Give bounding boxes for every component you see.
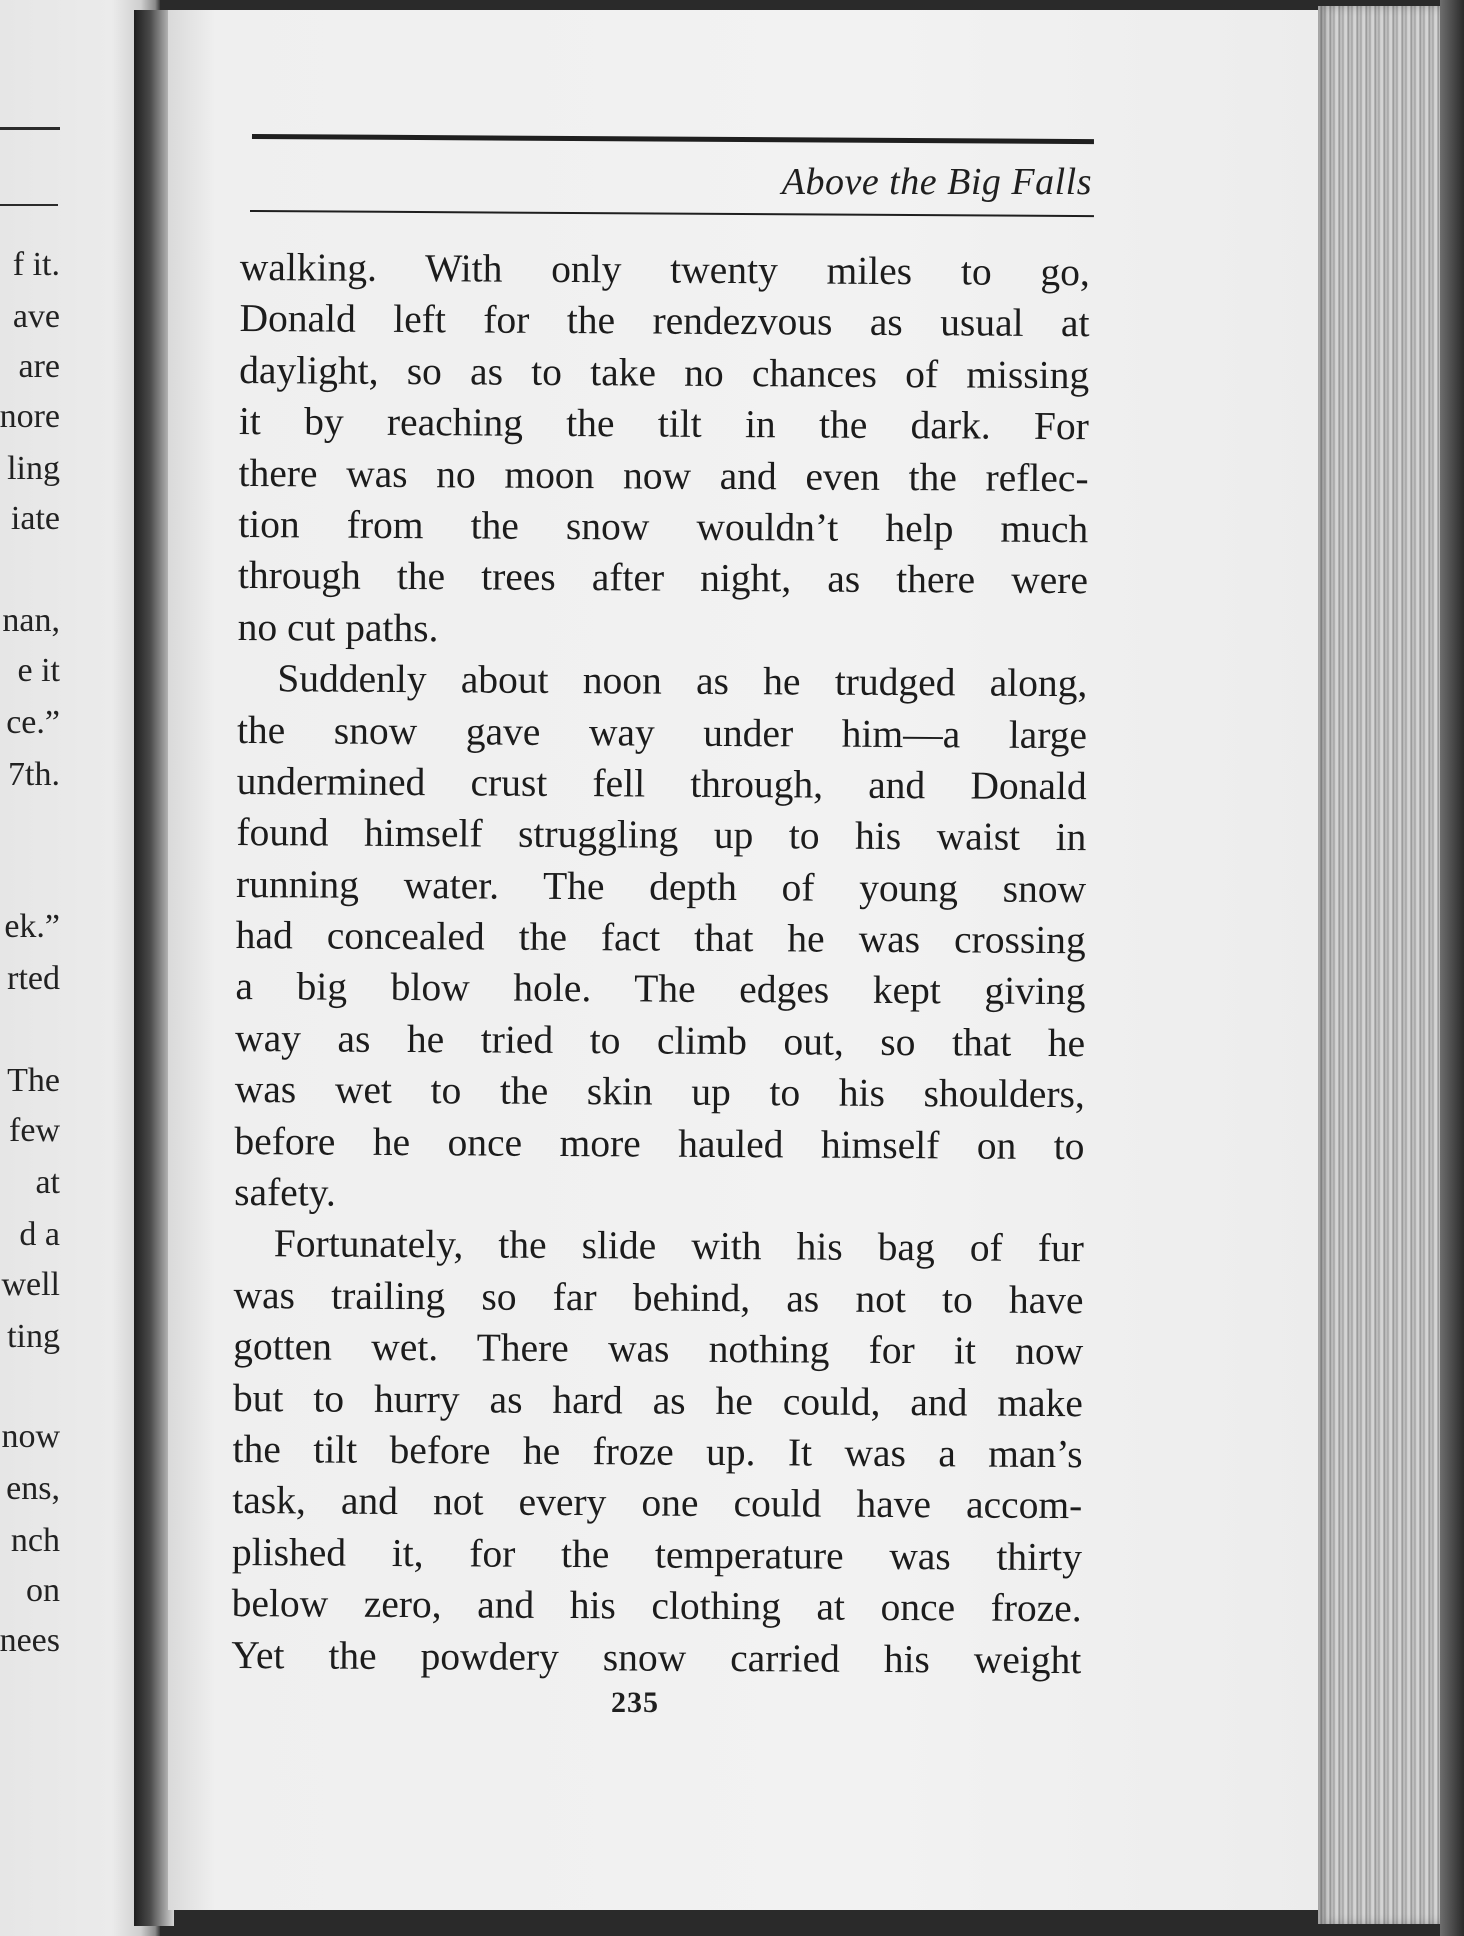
text-line: was trailing so far behind, as not to have <box>233 1272 1084 1322</box>
left-page-fragment: d a <box>19 1216 60 1253</box>
text-line: was wet to the skin up to his shoulders, <box>234 1067 1085 1117</box>
text-line: it by reaching the tilt in the dark. For <box>238 399 1090 449</box>
text-line: below zero, and his clothing at once froze. <box>231 1581 1082 1631</box>
text-line: way as he tried to climb out, so that he <box>235 1015 1086 1066</box>
left-page-fragment: on <box>26 1572 60 1609</box>
left-page-fragment: ek.” <box>4 908 60 945</box>
text-line: Donald left for the rendezvous as usual at <box>239 296 1090 346</box>
text-line: Suddenly about noon as he trudged along, <box>277 656 1088 706</box>
text-line: Yet the powdery snow carried his weight <box>231 1632 1082 1682</box>
text-line: the tilt before he froze up. It was a man’s <box>232 1426 1083 1477</box>
left-page-top-rule <box>0 127 60 130</box>
text-line: safety. <box>234 1170 336 1215</box>
text-line: tion from the snow wouldn’t help much <box>238 501 1089 552</box>
text-line: plished it, for the temperature was thirty <box>231 1529 1083 1579</box>
book-edge-shadow <box>1440 0 1464 1936</box>
text-line: undermined crust fell through, and Donald <box>236 758 1087 809</box>
text-line: there was no moon now and even the reflec- <box>238 450 1089 500</box>
left-page-fragment: ce.” <box>6 704 60 741</box>
left-page-fragment: few <box>9 1112 60 1149</box>
left-page-fragment: nan, <box>2 602 60 639</box>
left-page-fragment: e it <box>17 652 60 689</box>
left-page-fragment: at <box>35 1164 60 1201</box>
running-head: Above the Big Falls <box>781 161 1092 203</box>
left-page-fragment: ave <box>12 298 60 335</box>
left-page-fragment: iate <box>10 500 60 537</box>
text-line: daylight, so as to take no chances of missing <box>239 347 1090 397</box>
text-line: the snow gave way under him—a large <box>236 707 1088 757</box>
text-line: task, and not every one could have accom- <box>232 1478 1083 1528</box>
left-page-fragment: ens, <box>6 1470 60 1507</box>
left-page-fragment: ting <box>7 1318 60 1355</box>
left-page-fragment: nore <box>0 398 60 435</box>
left-page-header-rule <box>0 204 58 206</box>
body-text <box>231 242 1090 1686</box>
left-page-fragment: now <box>1 1418 60 1455</box>
text-line: gotten wet. There was nothing for it now <box>233 1324 1084 1374</box>
text-line: through the trees after night, as there were <box>237 553 1089 603</box>
text-line: had concealed the fact that he was crossing <box>235 913 1086 963</box>
left-page-fragment: ling <box>7 450 60 487</box>
left-page-fragment: The <box>7 1062 60 1099</box>
left-page-fragment: well <box>1 1266 60 1303</box>
text-line: a big blow hole. The edges kept giving <box>235 964 1086 1014</box>
text-line: found himself struggling up to his waist in <box>236 810 1087 860</box>
text-line: walking. With only twenty miles to go, <box>239 244 1090 295</box>
text-line: no cut paths. <box>237 604 439 650</box>
text-line: but to hurry as hard as he could, and make <box>232 1375 1084 1425</box>
left-page-fragment: are <box>18 348 60 385</box>
left-page-fragment: nees <box>0 1622 60 1659</box>
left-page-fragment: 7th. <box>8 756 60 793</box>
page-number: 235 <box>611 1686 659 1719</box>
text-line: running water. The depth of young snow <box>235 861 1087 911</box>
text-line: before he once more hauled himself on to <box>234 1118 1085 1168</box>
left-page-fragment: rted <box>7 960 60 997</box>
left-page-fragment: f it. <box>12 246 60 283</box>
text-line: Fortunately, the slide with his bag of fur <box>273 1221 1085 1271</box>
left-page-fragment: nch <box>10 1522 60 1559</box>
